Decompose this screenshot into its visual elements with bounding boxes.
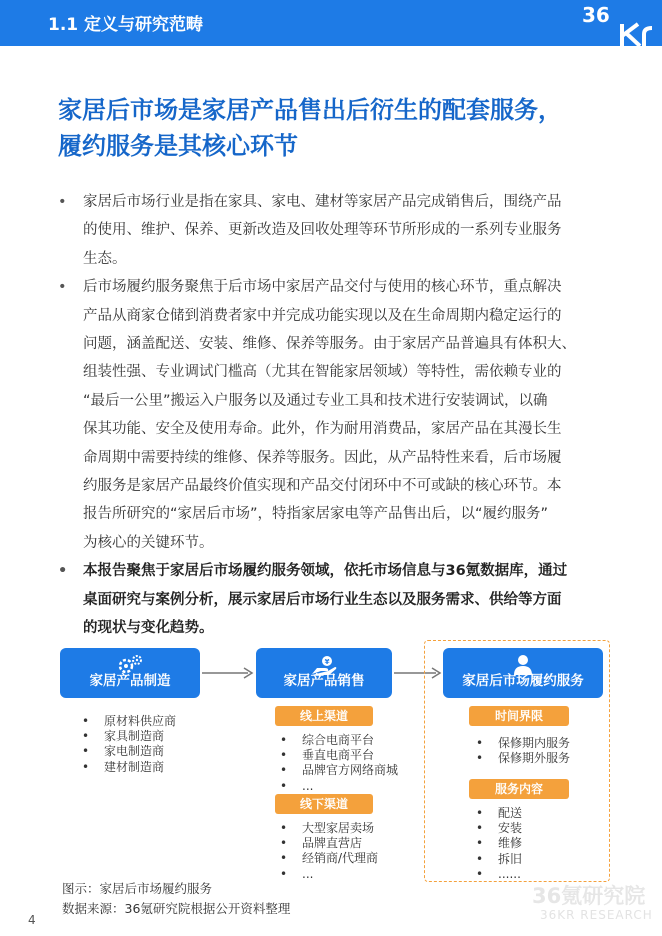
fulfillment-label: 家居后市场履约服务 — [462, 673, 584, 689]
svg-text:36: 36 — [582, 3, 610, 27]
list-item-text: 品牌直营店 — [302, 836, 363, 851]
bullet-text-line: 生态。 — [83, 250, 127, 267]
headline-line-1: 家居后市场是家居产品售出后衍生的配套服务， — [58, 96, 562, 124]
list-item — [82, 714, 176, 729]
bullet-text-line: 为核心的关键环节。 — [83, 534, 214, 551]
bullet-item-highlight — [58, 557, 618, 642]
fulfillment-box — [443, 648, 603, 698]
list-dot: • — [280, 748, 288, 763]
bullet-text-line: 保其功能、安全及使用寿命。此外，作为耐用消费品，家居产品在其漫长生 — [83, 421, 562, 438]
list-item — [280, 763, 398, 778]
list-item — [280, 836, 378, 851]
bullet-dot: • — [58, 194, 67, 210]
manufacturing-box — [60, 648, 200, 698]
list-dot: • — [476, 821, 484, 836]
list-item — [280, 733, 398, 748]
list-item-text: 保修期内服务 — [498, 736, 571, 750]
list-dot: • — [280, 851, 288, 866]
bullet-dot: • — [58, 279, 67, 296]
list-item-text: 家电制造商 — [104, 744, 165, 759]
time-boundary-tag: 时间界限 — [469, 706, 569, 726]
source-caption: 数据来源：36氪研究院根据公开资料整理 — [62, 901, 291, 916]
headline-line-2: 履约服务是其核心环节 — [58, 132, 298, 160]
list-item-text: ... — [302, 778, 314, 793]
list-dot: • — [476, 736, 484, 750]
list-item — [280, 851, 378, 866]
sales-label: 家居产品销售 — [283, 673, 365, 689]
list-item-text: 品牌官方网络商城 — [302, 763, 399, 778]
list-item-text: 家具制造商 — [104, 729, 165, 744]
section-title: 1.1 定义与研究范畴 — [48, 15, 204, 35]
page-number: 4 — [28, 913, 36, 927]
list-item — [476, 751, 570, 766]
offline-channel-list — [280, 821, 378, 882]
service-content-list — [476, 806, 522, 882]
list-item — [280, 821, 378, 836]
list-dot: • — [476, 866, 484, 881]
list-item-text: 综合电商平台 — [302, 733, 375, 747]
list-item-text: 配送 — [498, 806, 523, 820]
watermark-cn: 36氪研究院 — [532, 884, 646, 908]
36kr-logo — [582, 0, 662, 46]
list-item-text: ... — [302, 866, 314, 881]
list-dot: • — [82, 744, 90, 759]
bullet-dot: • — [58, 563, 68, 580]
manufacturing-label: 家居产品制造 — [89, 673, 171, 689]
list-item — [476, 736, 570, 751]
offline-channel-tag: 线下渠道 — [275, 794, 373, 814]
list-dot: • — [476, 851, 484, 866]
list-dot: • — [476, 751, 484, 766]
manufacturing-list — [82, 714, 176, 775]
list-item-text: 拆旧 — [498, 851, 523, 866]
online-channel-tag: 线上渠道 — [275, 706, 373, 726]
list-item — [82, 760, 176, 775]
bullet-text-line: 问题，涵盖配送、安装、维修、保养等服务。由于家居产品普遍具有体积大、 — [83, 336, 576, 353]
list-item-text: 维修 — [498, 836, 523, 851]
list-dot: • — [82, 759, 90, 774]
figure-caption: 图示：家居后市场履约服务 — [62, 881, 213, 896]
list-item-text: 保修期外服务 — [498, 751, 571, 766]
list-dot: • — [280, 778, 288, 793]
bullet-text-line: 报告所研究的“家居后市场”，特指家居家电等产品售出后，以“履约服务” — [83, 506, 549, 523]
header-bar — [0, 0, 662, 46]
list-item-text: 建材制造商 — [104, 759, 165, 774]
list-item — [476, 852, 522, 867]
bullet-text-line: 约服务是家居产品最终价值实现和产品交付闭环中不可或缺的核心环节。本 — [83, 478, 562, 495]
bullet-text-line: 本报告聚焦于家居后市场履约服务领域，依托市场信息与36氪数据库，通过 — [83, 563, 568, 580]
watermark-en: 36KR RESEARCH — [540, 908, 653, 922]
bullet-text-line: 组装性强、专业调试门槛高（尤其在智能家居领域）等特性，需依赖专业的 — [83, 364, 562, 381]
list-item — [280, 867, 378, 882]
list-item — [476, 867, 522, 882]
time-boundary-list — [476, 736, 570, 766]
list-dot: • — [476, 806, 484, 820]
sales-box — [256, 648, 392, 698]
list-item-text: 原材料供应商 — [104, 714, 177, 728]
list-item-text: 安装 — [498, 821, 523, 836]
bullet-text-line: 命周期中需要持续的维修、保养等服务。因此，从产品特性来看，后市场履 — [83, 449, 562, 466]
bullet-text-line: 家居后市场行业是指在家具、家电、建材等家居产品完成销售后，围绕产品 — [83, 194, 562, 210]
bullet-text-line: “最后一公里”搬运入户服务以及通过专业工具和技术进行安装调试，以确 — [83, 392, 548, 409]
bullet-text-line: 的现状与变化趋势。 — [83, 620, 214, 637]
list-dot: • — [280, 866, 288, 881]
list-item-text: ...... — [498, 866, 521, 881]
list-item — [280, 748, 398, 763]
bullet-list — [58, 188, 618, 643]
list-dot: • — [280, 733, 288, 747]
list-dot: • — [82, 714, 90, 728]
list-dot: • — [280, 821, 288, 835]
list-item — [476, 836, 522, 851]
list-dot: • — [82, 729, 90, 744]
list-item — [476, 821, 522, 836]
list-item — [82, 744, 176, 759]
arrow-right-icon — [200, 665, 256, 681]
bullet-text-line: 桌面研究与案例分析，展示家居后市场行业生态以及服务需求、供给等方面 — [83, 591, 562, 608]
list-item — [476, 806, 522, 821]
bullet-text-line: 后市场履约服务聚焦于后市场中家居产品交付与使用的核心环节，重点解决 — [83, 279, 562, 296]
list-item — [280, 779, 398, 794]
svg-text:¥: ¥ — [324, 658, 330, 666]
list-dot: • — [280, 763, 288, 778]
list-item-text: 大型家居卖场 — [302, 821, 375, 835]
bullet-text-line: 的使用、维护、保养、更新改造及回收处理等环节所形成的一系列专业服务 — [83, 222, 562, 239]
list-item-text: 垂直电商平台 — [302, 748, 375, 763]
list-item — [82, 729, 176, 744]
service-content-tag: 服务内容 — [469, 779, 569, 799]
online-channel-list — [280, 733, 398, 794]
bullet-item — [58, 188, 618, 273]
list-dot: • — [280, 836, 288, 851]
list-dot: • — [476, 836, 484, 851]
page-headline — [58, 92, 618, 164]
bullet-item — [58, 273, 618, 557]
list-item-text: 经销商/代理商 — [302, 851, 379, 866]
bullet-text-line: 产品从商家仓储到消费者家中并完成功能实现以及在生命周期内稳定运行的 — [83, 307, 562, 324]
